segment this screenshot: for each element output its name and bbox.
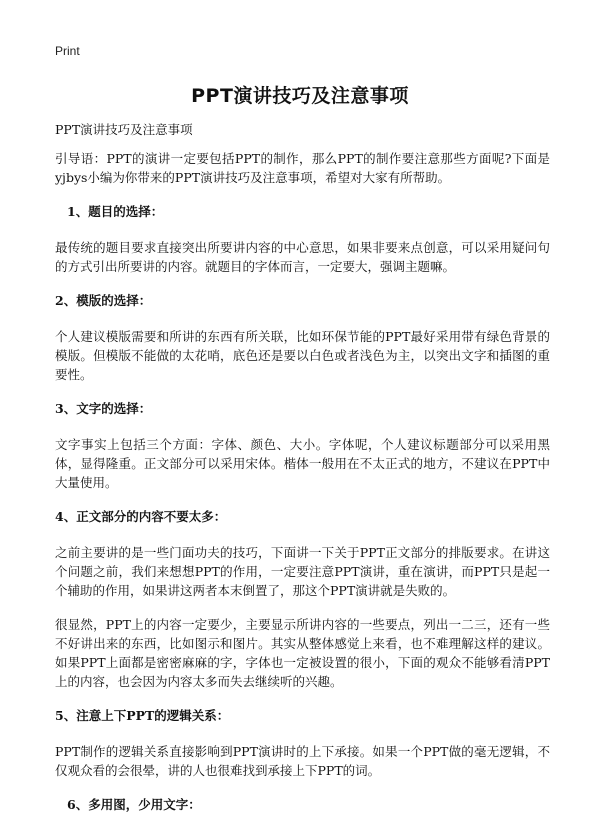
section-heading-4: 4、正文部分的内容不要太多： <box>55 509 227 524</box>
section-heading-1: 1、题目的选择： <box>67 204 164 219</box>
section-1-paragraph-1: 最传统的题目要求直接突出所要讲内容的中心意思，如果非要来点创意，可以采用疑问句的方式引出所要讲的内容。就题目的字体而言，一定要大，强调主题嘛。 <box>55 240 550 274</box>
section-3-paragraph-1: 文字事实上包括三个方面：字体、颜色、大小。字体呢，个人建议标题部分可以采用黑体，显得隆重。正文部分可以采用宋体。楷体一般用在不太正式的地方，不建议在PPT中大量使用。 <box>55 437 550 490</box>
document-body <box>55 120 550 831</box>
section-heading-5: 5、注意上下PPT的逻辑关系： <box>55 708 230 723</box>
section-4-paragraph-1: 之前主要讲的是一些门面功夫的技巧，下面讲一下关于PPT正文部分的排版要求。在讲这个问题之前，我们来想想PPT的作用，一定要注意PPT演讲，重在演讲，而PPT只是起一个辅助的作用，如果讲这两者本末倒置了，那这个PPT演讲就是失败的。 <box>55 545 550 598</box>
section-heading-6: 6、多用图，少用文字： <box>67 797 201 812</box>
section-heading-3: 3、文字的选择： <box>55 401 152 416</box>
section-heading-2: 2、模版的选择： <box>55 293 152 308</box>
document-subtitle: PPT演讲技巧及注意事项 <box>55 122 193 137</box>
section-5-paragraph-1: PPT制作的逻辑关系直接影响到PPT演讲时的上下承接。如果一个PPT做的毫无逻辑，不仅观众看的会很晕，讲的人也很难找到承接上下PPT的词。 <box>55 744 550 778</box>
print-label: Print <box>55 44 80 58</box>
section-2-paragraph-1: 个人建议模版需要和所讲的东西有所关联，比如环保节能的PPT最好采用带有绿色背景的模版。但模版不能做的太花哨，底色还是要以白色或者浅色为主，以突出文字和插图的重要性。 <box>55 329 550 382</box>
intro-paragraph: 引导语：PPT的演讲一定要包括PPT的制作，那么PPT的制作要注意那些方面呢?下面是yjbys小编为你带来的PPT演讲技巧及注意事项，希望对大家有所帮助。 <box>55 151 550 185</box>
page-title: PPT演讲技巧及注意事项 <box>191 85 409 107</box>
section-4-paragraph-2: 很显然，PPT上的内容一定要少，主要显示所讲内容的一些要点，列出一二三，还有一些不好讲出来的东西，比如图示和图片。其实从整体感觉上来看，也不难理解这样的建议。如果PPT上面都是密密麻麻的字，字体也一定被设置的很小，下面的观众不能够看清PPT上的内容，也会因为内容太多而失去继续听的兴趣。 <box>55 617 550 689</box>
